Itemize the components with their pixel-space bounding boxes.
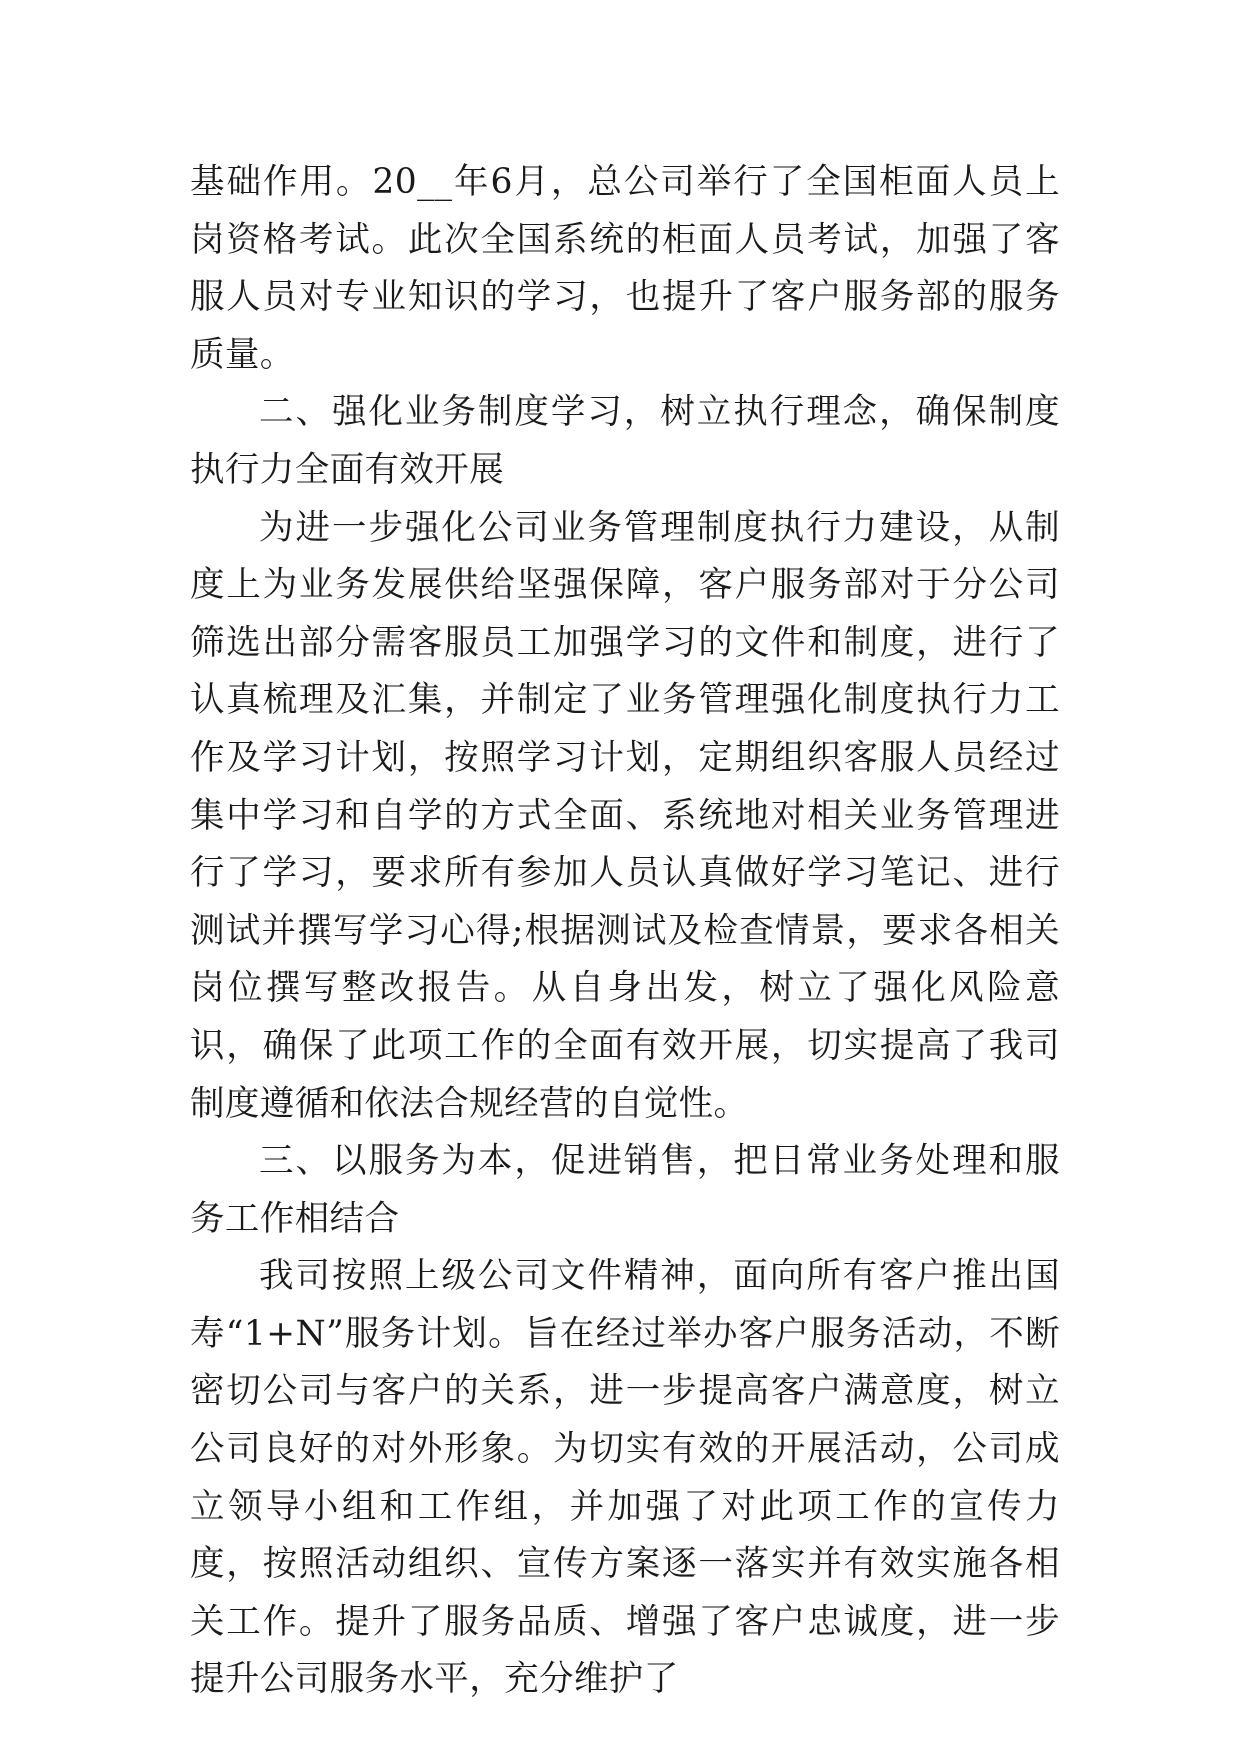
section-heading-3: 三、以服务为本，促进销售，把日常业务处理和服务工作相结合 <box>190 1141 1060 1239</box>
section-heading-2: 二、强化业务制度学习，树立执行理念，确保制度执行力全面有效开展 <box>190 392 1060 490</box>
paragraph-continuation: 基础作用。20__年6月，总公司举行了全国柜面人员上岗资格考试。此次全国系统的柜面人员考试，加强了客服人员对专业知识的学习，也提升了客户服务部的服务质量。 <box>190 162 1060 375</box>
document-body <box>190 154 1060 1709</box>
paragraph-section-3-body: 我司按照上级公司文件精神，面向所有客户推出国寿“1+N”服务计划。旨在经过举办客户服务活动，不断密切公司与客户的关系，进一步提高客户满意度，树立公司良好的对外形象。为切实有效的开展活动，公司成立领导小组和工作组，并加强了对此项工作的宣传力度，按照活动组织、宣传方案逐一落实并有效实施各相关工作。提升了服务品质、增强了客户忠诚度，进一步提升公司服务水平，充分维护了 <box>190 1256 1060 1700</box>
paragraph-section-2-body: 为进一步强化公司业务管理制度执行力建设，从制度上为业务发展供给坚强保障，客户服务部对于分公司筛选出部分需客服员工加强学习的文件和制度，进行了认真梳理及汇集，并制定了业务管理强化制度执行力工作及学习计划，按照学习计划，定期组织客服人员经过集中学习和自学的方式全面、系统地对相关业务管理进行了学习，要求所有参加人员认真做好学习笔记、进行测试并撰写学习心得;根据测试及检查情景，要求各相关岗位撰写整改报告。从自身出发，树立了强化风险意识，确保了此项工作的全面有效开展，切实提高了我司制度遵循和依法合规经营的自觉性。 <box>190 507 1060 1124</box>
